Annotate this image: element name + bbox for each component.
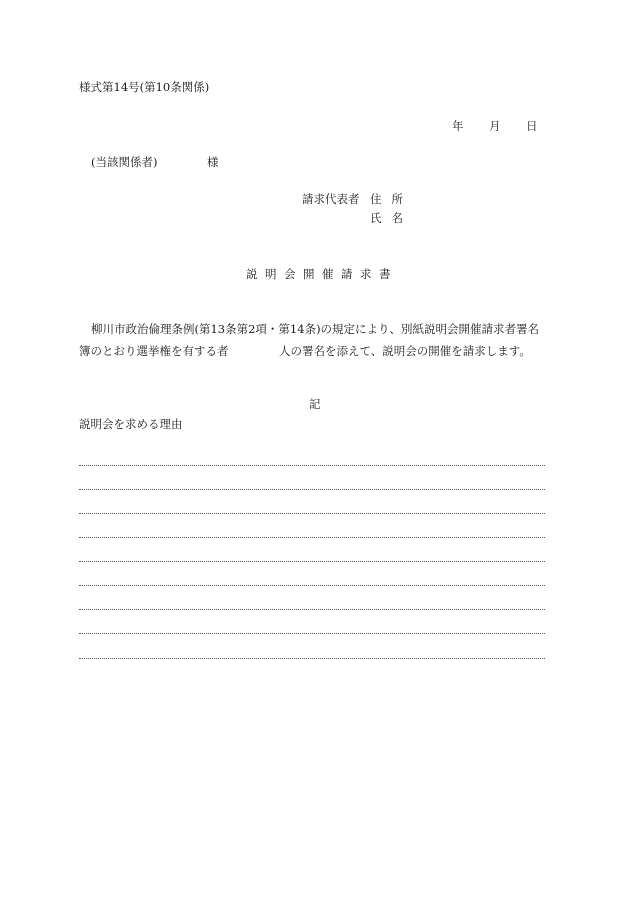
form-number: 様式第14号(第10条関係) <box>79 80 210 94</box>
body-text-line-1: 柳川市政治倫理条例(第13条第2項・第14条)の規定により、別紙説明会開催請求者署名 <box>91 322 540 336</box>
recipient-honorific: 様 <box>207 155 219 169</box>
reason-label: 説明会を求める理由 <box>79 417 183 431</box>
date-year-label: 年 <box>452 119 464 133</box>
reason-line[interactable] <box>79 585 545 586</box>
address-label: 住所 <box>370 192 413 206</box>
reason-line[interactable] <box>79 489 545 490</box>
ki-heading: 記 <box>309 397 321 411</box>
reason-line[interactable] <box>79 633 545 634</box>
recipient-label: (当該関係者) <box>91 155 158 169</box>
document-title: 説明会開催請求書 <box>246 267 398 281</box>
date-row <box>452 121 542 135</box>
reason-line[interactable] <box>79 513 545 514</box>
representative-label: 請求代表者 <box>302 192 360 206</box>
date-month-label: 月 <box>489 119 501 133</box>
date-day-label: 日 <box>526 119 538 133</box>
body-text-line-2b: 人の署名を添えて、説明会の開催を請求します。 <box>279 344 531 358</box>
reason-line[interactable] <box>79 609 545 610</box>
reason-line[interactable] <box>79 465 545 466</box>
reason-line[interactable] <box>79 658 545 659</box>
name-label: 氏名 <box>370 211 413 225</box>
body-text-line-2a: 簿のとおり選挙権を有する者 <box>79 344 229 358</box>
reason-line[interactable] <box>79 561 545 562</box>
reason-line[interactable] <box>79 537 545 538</box>
